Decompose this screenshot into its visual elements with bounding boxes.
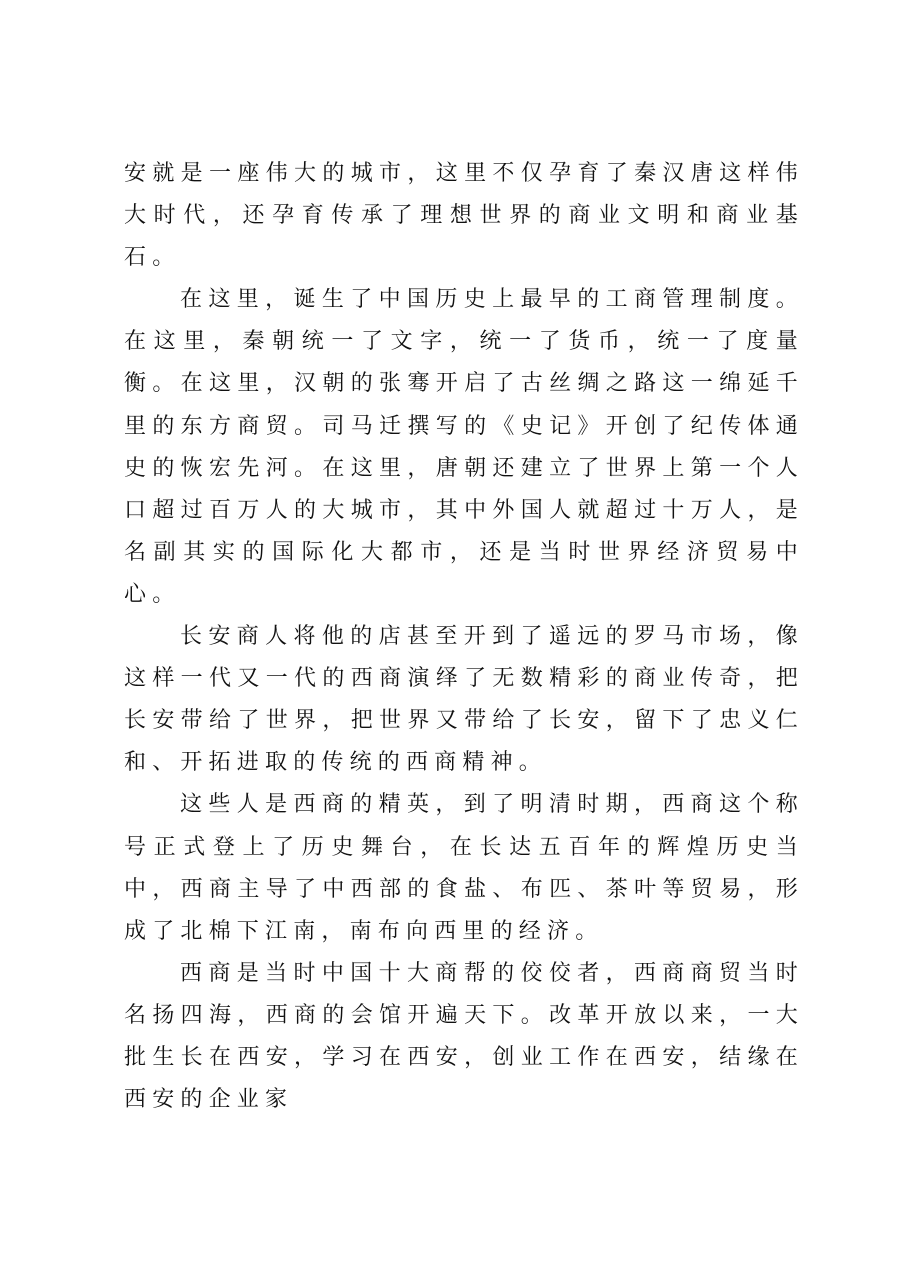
paragraph-ming-qing: 这些人是西商的精英，到了明清时期，西商这个称号正式登上了历史舞台，在长达五百年的辉煌历史当中，西商主导了中西部的食盐、布匹、茶叶等贸易，形成了北棉下江南，南布向西里的经济。 xyxy=(124,792,804,944)
paragraph-continued: 安就是一座伟大的城市，这里不仅孕育了秦汉唐这样伟大时代，还孕育传承了理想世界的商业文明和商业基石。 xyxy=(124,161,804,271)
paragraph-business-history: 在这里，诞生了中国历史上最早的工商管理制度。在这里，秦朝统一了文字，统一了货币，统一了度量衡。在这里，汉朝的张骞开启了古丝绸之路这一绵延千里的东方商贸。司马迁撰写的《史记》开创了纪传体通史的恢宏先河。在这里，唐朝还建立了世界上第一个人口超过百万人的大城市，其中外国人就超过十万人，是名副其实的国际化大都市，还是当时世界经济贸易中心。 xyxy=(124,287,804,607)
paragraph-reform-era: 西商是当时中国十大商帮的佼佼者，西商商贸当时名扬四海，西商的会馆开遍天下。改革开放以来，一大批生长在西安，学习在西安，创业工作在西安，结缘在西安的企业家 xyxy=(124,960,804,1113)
document-body xyxy=(124,153,804,1121)
paragraph-changan-merchants: 长安商人将他的店甚至开到了遥远的罗马市场，像这样一代又一代的西商演绎了无数精彩的商业传奇，把长安带给了世界，把世界又带给了长安，留下了忠义仁和、开拓进取的传统的西商精神。 xyxy=(124,624,804,776)
